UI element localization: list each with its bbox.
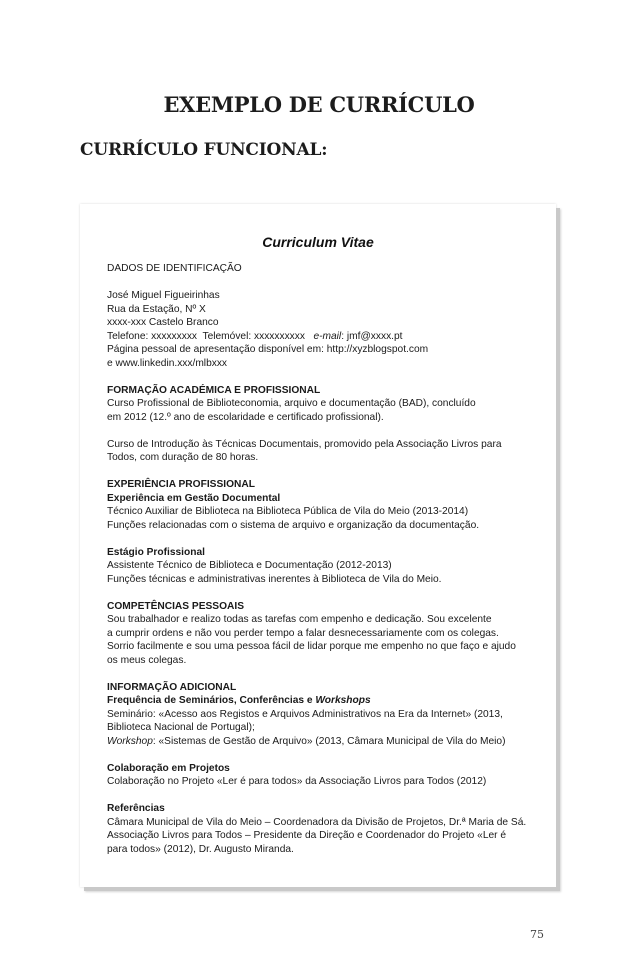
education-item1-line1: Curso Profissional de Biblioteconomia, arquivo e documentação (BAD), concluído [107, 398, 476, 409]
workshop-line [107, 735, 547, 749]
cv-title: Curriculum Vitae [262, 234, 374, 250]
projects-title: Colaboração em Projetos [107, 762, 230, 774]
education-heading: FORMAÇÃO ACADÉMICA E PROFISSIONAL [107, 384, 321, 396]
education-item1-line2: em 2012 (12.º ano de escolaridade e certificado profissional). [107, 411, 384, 423]
section-title: CURRÍCULO FUNCIONAL: [80, 140, 328, 160]
cv-website-line1: Página pessoal de apresentação disponível em: http://xyzblogspot.com [107, 344, 429, 355]
cv-website-line2: e www.linkedin.xxx/mlbxxx [107, 357, 228, 369]
seminars-title [107, 694, 547, 708]
cv-document [80, 204, 556, 887]
skills-line4: os meus colegas. [107, 654, 187, 666]
cv-city: xxxx-xxx Castelo Branco [107, 317, 219, 328]
identification-heading: DADOS DE IDENTIFICAÇÃO [107, 263, 242, 274]
cv-email: : jmf@xxxx.pt [341, 330, 403, 342]
skills-line1: Sou trabalhador e realizo todas as tarefas com empenho e dedicação. Sou excelente [107, 614, 492, 625]
job2-title: Estágio Profissional [107, 546, 205, 558]
references-line2: Associação Livros para Todos – Presidente da Direção e Coordenador do Projeto «Ler é [107, 830, 507, 841]
cv-name: José Miguel Figueirinhas [107, 290, 220, 301]
projects-line: Colaboração no Projeto «Ler é para todos» da Associação Livros para Todos (2012) [107, 776, 487, 787]
workshop-label: Workshop [107, 735, 153, 747]
workshop-text: : «Sistemas de Gestão de Arquivo» (2013, Câmara Municipal de Vila do Meio) [152, 735, 506, 747]
skills-line2: a cumprir ordens e não vou perder tempo a falar desnecessariamente com os colegas. [107, 627, 499, 639]
job1-title: Experiência em Gestão Documental [107, 492, 281, 504]
seminar-line2: Biblioteca Nacional de Portugal); [107, 722, 255, 733]
seminars-title-italic: Workshops [315, 695, 371, 706]
seminar-line1: Seminário: «Acesso aos Registos e Arquivos Administrativos na Era da Internet» (2013, [107, 708, 503, 720]
references-title: Referências [107, 803, 165, 814]
education-item2-line1: Curso de Introdução às Técnicas Documentais, promovido pela Associação Livros para [107, 438, 502, 450]
references-line3: para todos» (2012), Dr. Augusto Miranda. [107, 843, 294, 855]
page-number: 75 [530, 928, 544, 941]
additional-heading: INFORMAÇÃO ADICIONAL [107, 681, 237, 693]
page-title: EXEMPLO DE CURRÍCULO [163, 92, 475, 117]
cv-body [107, 262, 547, 856]
skills-line3: Sorrio facilmente e sou uma pessoa fácil de lidar porque me empenho no que faço e ajudo [107, 641, 516, 652]
education-item2-line2: Todos, com duração de 80 horas. [107, 452, 259, 463]
job2-line1: Assistente Técnico de Biblioteca e Documentação (2012-2013) [107, 560, 392, 571]
job1-line2: Funções relacionadas com o sistema de arquivo e organização da documentação. [107, 519, 480, 531]
cv-email-label: e-mail [313, 330, 342, 342]
cv-street: Rua da Estação, Nº X [107, 303, 206, 315]
experience-heading: EXPERIÊNCIA PROFISSIONAL [107, 479, 255, 490]
job2-line2: Funções técnicas e administrativas inerentes à Biblioteca de Vila do Meio. [107, 573, 442, 585]
job1-line1: Técnico Auxiliar de Biblioteca na Biblioteca Pública de Vila do Meio (2013-2014) [107, 506, 469, 517]
cv-contacts [107, 330, 547, 344]
seminars-title-prefix: Frequência de Seminários, Conferências e [107, 695, 316, 706]
references-line1: Câmara Municipal de Vila do Meio – Coordenadora da Divisão de Projetos, Dr.ª Maria de Sá. [107, 816, 527, 828]
skills-heading: COMPETÊNCIAS PESSOAIS [107, 600, 244, 612]
cv-phone: Telefone: xxxxxxxxx Telemóvel: xxxxxxxxxx [107, 330, 314, 342]
